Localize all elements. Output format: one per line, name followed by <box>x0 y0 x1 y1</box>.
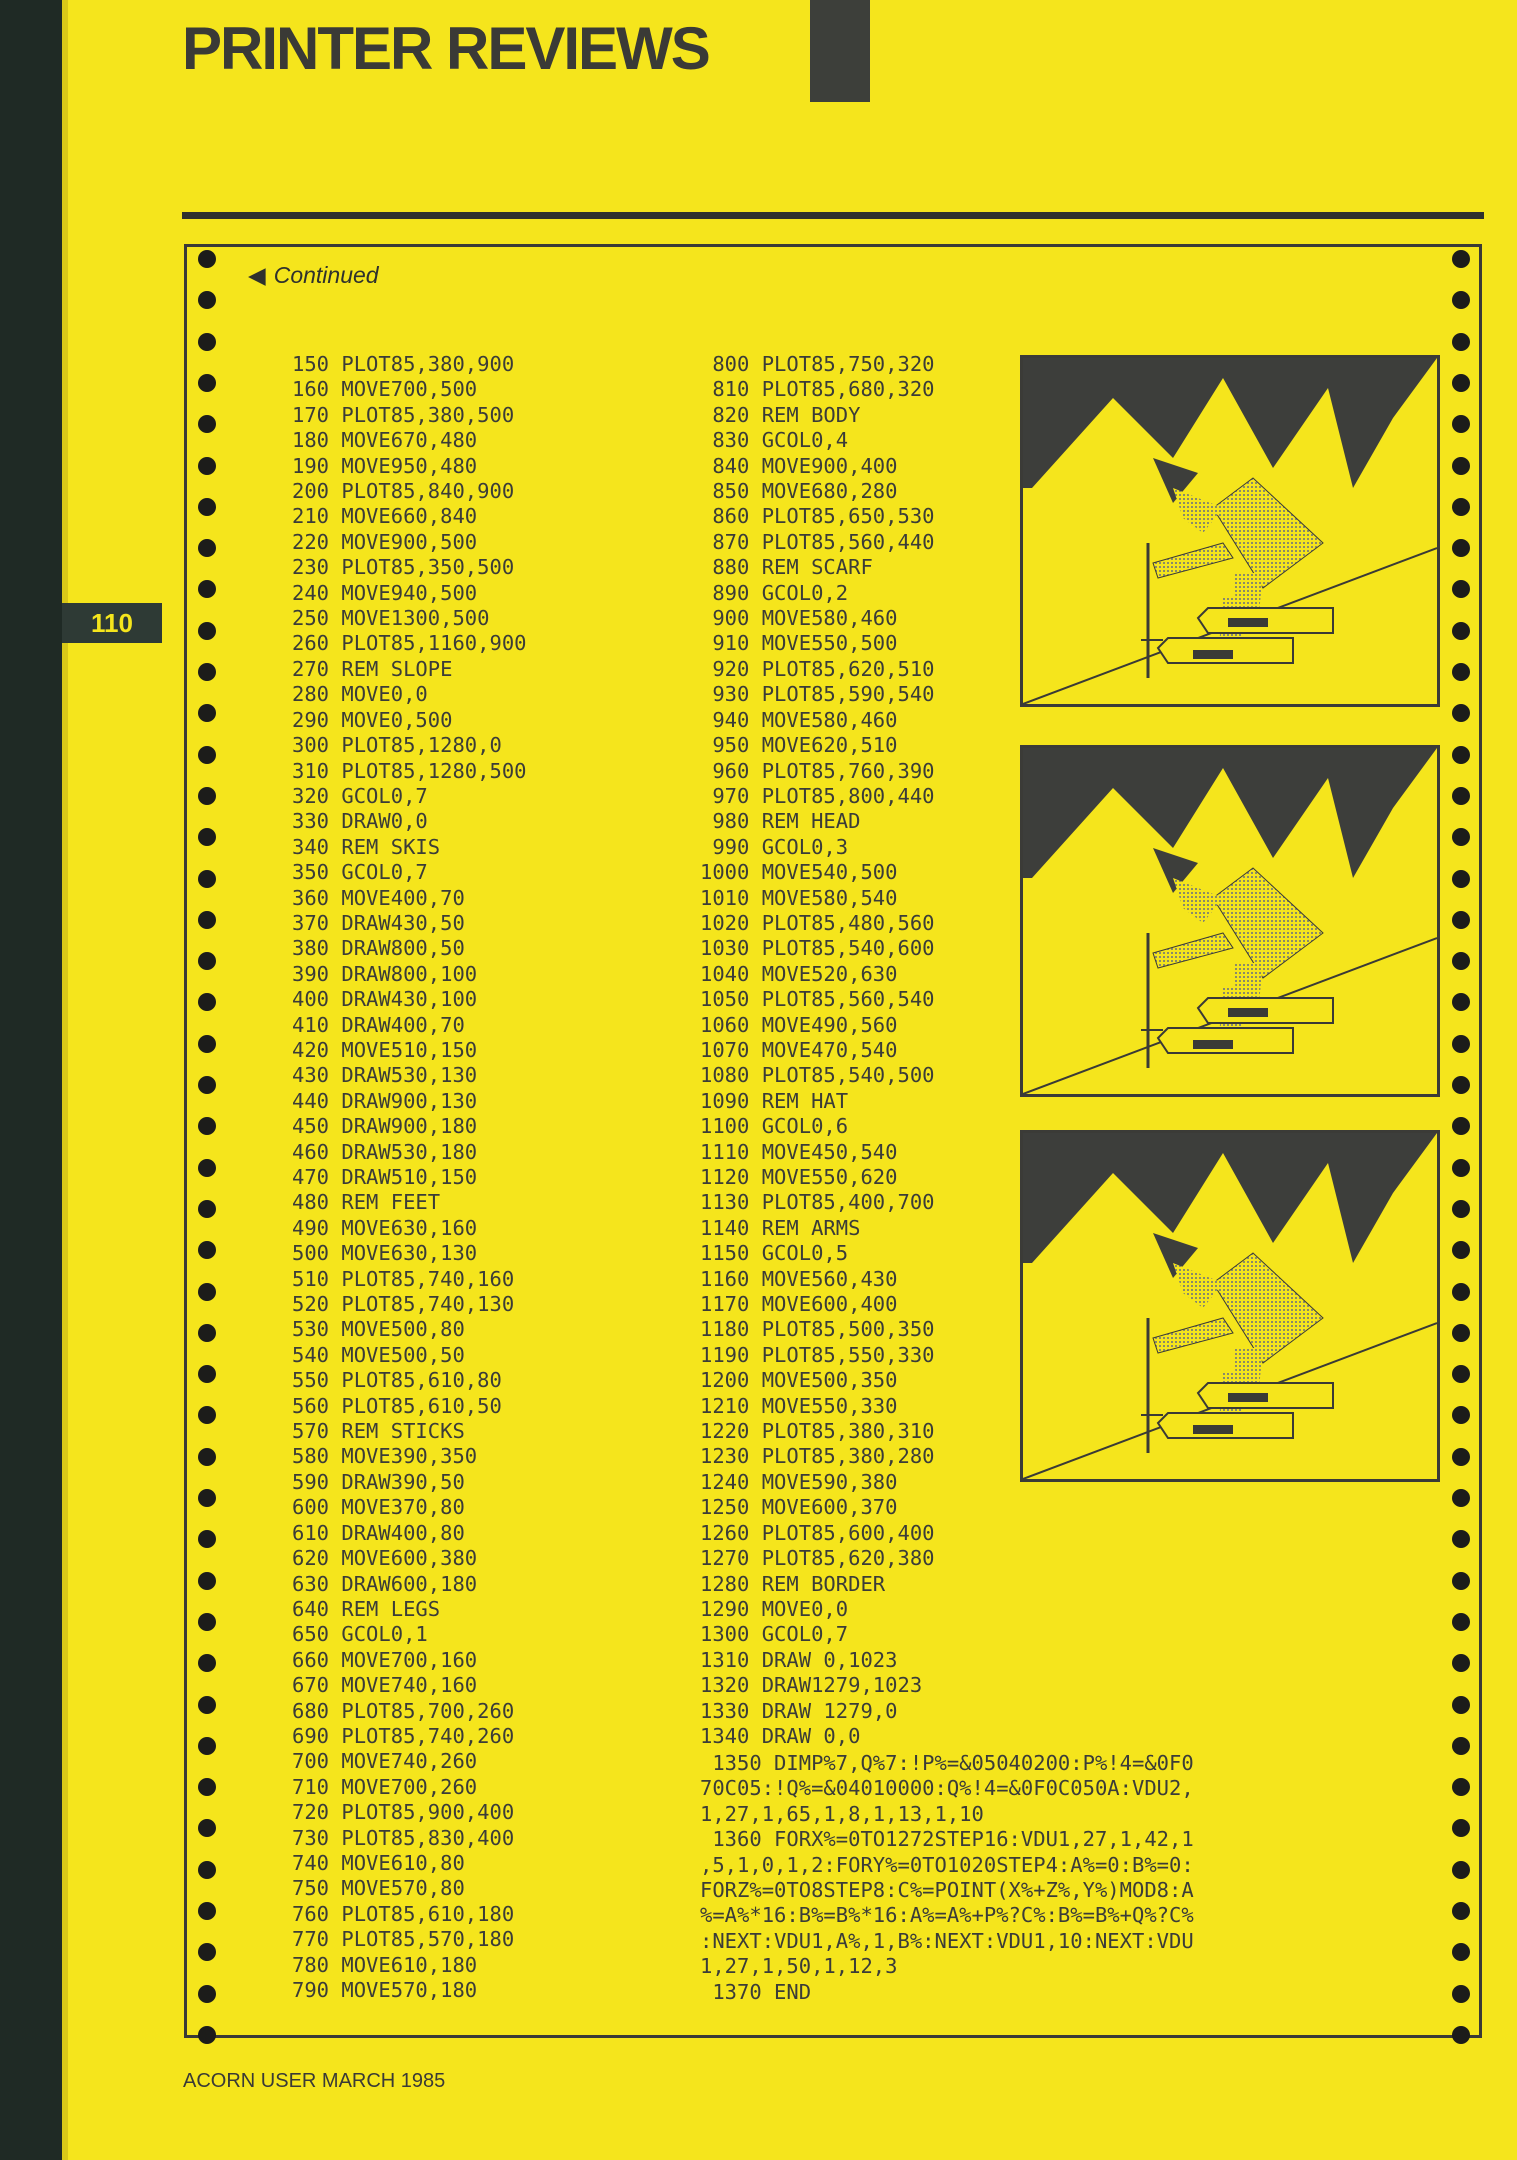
listing-line: 160 MOVE700,500 <box>292 377 478 402</box>
listing-line: 1010 MOVE580,540 <box>700 885 898 910</box>
listing-line: 900 MOVE580,460 <box>700 606 898 631</box>
feed-hole <box>1452 911 1470 929</box>
continued-marker <box>248 262 379 289</box>
listing-line: 410 DRAW400,70 <box>292 1012 465 1037</box>
feed-hole <box>198 1572 216 1590</box>
listing-line: 1140 REM ARMS <box>700 1215 861 1240</box>
listing-line: 520 PLOT85,740,130 <box>292 1292 515 1317</box>
feed-hole <box>198 415 216 433</box>
listing-line: 210 MOVE660,840 <box>292 504 478 529</box>
listing-line: 640 REM LEGS <box>292 1596 441 1621</box>
feed-hole <box>198 1076 216 1094</box>
listing-line: 540 MOVE500,50 <box>292 1342 465 1367</box>
feed-hole <box>198 746 216 764</box>
left-arrow-icon: ◀ <box>248 262 266 288</box>
feed-hole <box>1452 1572 1470 1590</box>
listing-line: 260 PLOT85,1160,900 <box>292 631 527 656</box>
feed-hole <box>1452 1737 1470 1755</box>
listing-line: 1120 MOVE550,620 <box>700 1165 898 1189</box>
listing-line: 740 MOVE610,80 <box>292 1850 465 1875</box>
feed-hole <box>1452 1406 1470 1424</box>
listing-line: 460 DRAW530,180 <box>292 1139 478 1164</box>
listing-line: 340 REM SKIS <box>292 834 441 859</box>
listing-line: 1220 PLOT85,380,310 <box>700 1419 935 1444</box>
listing-line: 510 PLOT85,740,160 <box>292 1266 515 1291</box>
listing-line: 1060 MOVE490,560 <box>700 1012 898 1037</box>
listing-line: 310 PLOT85,1280,500 <box>292 758 527 783</box>
listing-line: 820 REM BODY <box>700 402 861 427</box>
listing-line: 1200 MOVE500,350 <box>700 1368 898 1393</box>
feed-hole <box>1452 828 1470 846</box>
listing-line: 330 DRAW0,0 <box>292 809 428 834</box>
feed-hole <box>198 993 216 1011</box>
feed-hole <box>1452 952 1470 970</box>
skier-foot-2 <box>1193 1425 1233 1434</box>
printout-image-2 <box>1020 745 1440 1097</box>
feed-hole <box>1452 498 1470 516</box>
feed-hole <box>1452 787 1470 805</box>
feed-hole <box>1452 1117 1470 1135</box>
listing-line: 950 MOVE620,510 <box>700 733 898 758</box>
listing-line: 560 PLOT85,610,50 <box>292 1393 502 1418</box>
listing-line: 240 MOVE940,500 <box>292 580 478 605</box>
listing-line: 1240 MOVE590,380 <box>700 1469 898 1494</box>
feed-hole <box>198 663 216 681</box>
listing-line: 790 MOVE570,180 <box>292 1978 478 2002</box>
feed-hole <box>198 457 216 475</box>
listing-line: 780 MOVE610,180 <box>292 1952 478 1977</box>
listing-line: 230 PLOT85,350,500 <box>292 555 515 580</box>
feed-hole <box>198 1985 216 2003</box>
listing-line: 940 MOVE580,460 <box>700 707 898 732</box>
listing-line: 1040 MOVE520,630 <box>700 961 898 986</box>
listing-line: 1270 PLOT85,620,380 <box>700 1546 935 1571</box>
feed-hole <box>1452 1654 1470 1672</box>
listing-line: 1160 MOVE560,430 <box>700 1266 898 1291</box>
listing-line: 500 MOVE630,130 <box>292 1241 478 1266</box>
listing-line: 150 PLOT85,380,900 <box>292 352 515 376</box>
listing-line: 960 PLOT85,760,390 <box>700 758 935 783</box>
listing-line: 1280 REM BORDER <box>700 1571 886 1596</box>
listing-line: 720 PLOT85,900,400 <box>292 1800 515 1825</box>
listing-line: 200 PLOT85,840,900 <box>292 479 515 504</box>
feed-hole <box>198 250 216 268</box>
listing-line: 270 REM SLOPE <box>292 656 453 681</box>
feed-hole <box>198 1530 216 1548</box>
listing-line: 730 PLOT85,830,400 <box>292 1825 515 1850</box>
feed-hole <box>1452 1819 1470 1837</box>
feed-hole <box>198 1613 216 1631</box>
feed-hole <box>198 1117 216 1135</box>
feed-hole <box>1452 580 1470 598</box>
feed-hole <box>1452 1943 1470 1961</box>
listing-line: 840 MOVE900,400 <box>700 453 898 478</box>
skier-foot-2 <box>1193 1040 1233 1049</box>
skier-foot-2 <box>1193 650 1233 659</box>
feed-hole <box>198 1365 216 1383</box>
feed-hole <box>198 1696 216 1714</box>
listing-line: 1190 PLOT85,550,330 <box>700 1342 935 1367</box>
feed-hole <box>1452 1159 1470 1177</box>
feed-hole <box>1452 1200 1470 1218</box>
listing-line: 420 MOVE510,150 <box>292 1037 478 1062</box>
listing-line: 1130 PLOT85,400,700 <box>700 1190 935 1215</box>
listing-line: 920 PLOT85,620,510 <box>700 656 935 681</box>
feed-hole <box>198 828 216 846</box>
listing-line: 450 DRAW900,180 <box>292 1114 478 1139</box>
feed-hole <box>198 1943 216 1961</box>
feed-hole <box>1452 704 1470 722</box>
listing-line: 290 MOVE0,500 <box>292 707 453 732</box>
listing-line: 1050 PLOT85,560,540 <box>700 987 935 1012</box>
feed-hole <box>198 1200 216 1218</box>
feed-hole <box>198 952 216 970</box>
listing-line: 1020 PLOT85,480,560 <box>700 910 935 935</box>
feed-hole <box>1452 1076 1470 1094</box>
listing-line: 980 REM HEAD <box>700 809 861 834</box>
feed-hole <box>198 1778 216 1796</box>
listing-line: 710 MOVE700,260 <box>292 1774 478 1799</box>
listing-line: 1230 PLOT85,380,280 <box>700 1444 935 1469</box>
feed-hole <box>1452 457 1470 475</box>
feed-hole <box>198 787 216 805</box>
header-bar-block <box>810 0 870 102</box>
feed-hole <box>1452 1489 1470 1507</box>
listing-line: 490 MOVE630,160 <box>292 1215 478 1240</box>
feed-hole <box>1452 1324 1470 1342</box>
feed-hole <box>198 704 216 722</box>
listing-line: 1210 MOVE550,330 <box>700 1393 898 1418</box>
feed-hole <box>198 1902 216 1920</box>
listing-line: 570 REM STICKS <box>292 1419 465 1444</box>
listing-line: 750 MOVE570,80 <box>292 1876 465 1901</box>
listing-line: 1250 MOVE600,370 <box>700 1495 898 1520</box>
feed-hole <box>1452 1861 1470 1879</box>
feed-hole <box>1452 993 1470 1011</box>
listing-line: 910 MOVE550,500 <box>700 631 898 656</box>
listing-line: 380 DRAW800,50 <box>292 936 465 961</box>
listing-line: 350 GCOL0,7 <box>292 860 428 885</box>
feed-hole <box>1452 333 1470 351</box>
listing-line: 1080 PLOT85,540,500 <box>700 1063 935 1088</box>
listing-line: 970 PLOT85,800,440 <box>700 783 935 808</box>
feed-hole <box>1452 1985 1470 2003</box>
feed-hole <box>1452 415 1470 433</box>
listing-line: 1170 MOVE600,400 <box>700 1292 898 1317</box>
listing-line: 400 DRAW430,100 <box>292 987 478 1012</box>
header-rule <box>182 212 1484 219</box>
listing-line: 480 REM FEET <box>292 1190 441 1215</box>
feed-hole <box>198 911 216 929</box>
listing-line: 530 MOVE500,80 <box>292 1317 465 1342</box>
skier-foot-1 <box>1228 1008 1268 1017</box>
listing-line: 830 GCOL0,4 <box>700 428 849 453</box>
printout-image-1 <box>1020 355 1440 707</box>
listing-line: 990 GCOL0,3 <box>700 834 849 859</box>
listing-line: 630 DRAW600,180 <box>292 1571 478 1596</box>
feed-hole <box>198 580 216 598</box>
feed-hole <box>198 1159 216 1177</box>
continued-label: Continued <box>273 262 379 288</box>
listing-wrapped-lines: 1350 DIMP%7,Q%7:!P%=&05040200:P%!4=&0F0 70C05:!Q%=&04010000:Q%!4=&0F0C050A:VDU2, 1,27,1,65,1,8,1,13,1,10 1360 FORX%=0TO1272STEP16:VDU1,27,1,42,1 ,5,1,0,1,2:FORY%=0TO1020STEP4:A%=0:B%=0: FORZ%=0TO8STEP8:C%=POINT(X%+Z%,Y%)MOD8:A %=A%*16:B%=B%*16:A%=A%+P%?C%:B%=B%+Q%?C% :NEXT:VDU1,A%,1,B%:NEXT:VDU1,10:NEXT:VDU 1,27,1,50,1,12,3 1370 END <box>700 1751 1194 2004</box>
listing-line: 760 PLOT85,610,180 <box>292 1901 515 1926</box>
feed-hole <box>1452 374 1470 392</box>
listing-line: 660 MOVE700,160 <box>292 1647 478 1672</box>
listing-line: 700 MOVE740,260 <box>292 1749 478 1774</box>
feed-hole <box>1452 1902 1470 1920</box>
listing-line: 1090 REM HAT <box>700 1088 849 1113</box>
listing-line: 390 DRAW800,100 <box>292 961 478 986</box>
listing-line: 250 MOVE1300,500 <box>292 606 490 631</box>
listing-line: 1070 MOVE470,540 <box>700 1037 898 1062</box>
skier-foot-1 <box>1228 1393 1268 1402</box>
feed-hole <box>1452 291 1470 309</box>
listing-line: 860 PLOT85,650,530 <box>700 504 935 529</box>
feed-hole <box>198 1241 216 1259</box>
feed-hole <box>1452 622 1470 640</box>
feed-hole <box>1452 870 1470 888</box>
listing-line: 1110 MOVE450,540 <box>700 1139 898 1164</box>
listing-line: 1000 MOVE540,500 <box>700 860 898 885</box>
listing-line: 1030 PLOT85,540,600 <box>700 936 935 961</box>
listing-line: 1300 GCOL0,7 <box>700 1622 849 1647</box>
feed-hole <box>1452 746 1470 764</box>
feed-hole <box>198 1737 216 1755</box>
listing-line: 680 PLOT85,700,260 <box>292 1698 515 1723</box>
listing-line: 470 DRAW510,150 <box>292 1165 478 1189</box>
feed-hole <box>1452 1778 1470 1796</box>
feed-hole <box>1452 1530 1470 1548</box>
listing-line: 1150 GCOL0,5 <box>700 1241 849 1266</box>
listing-line: 430 DRAW530,130 <box>292 1063 478 1088</box>
listing-line: 1260 PLOT85,600,400 <box>700 1520 935 1545</box>
listing-line: 600 MOVE370,80 <box>292 1495 465 1520</box>
listing-line: 610 DRAW400,80 <box>292 1520 465 1545</box>
listing-line: 1180 PLOT85,500,350 <box>700 1317 935 1342</box>
feed-hole <box>198 498 216 516</box>
listing-line: 1340 DRAW 0,0 <box>700 1723 861 1748</box>
feed-hole <box>1452 250 1470 268</box>
listing-line: 1310 DRAW 0,1023 <box>700 1647 898 1672</box>
feed-hole <box>1452 1613 1470 1631</box>
listing-line: 1330 DRAW 1279,0 <box>700 1698 898 1723</box>
listing-line: 440 DRAW900,130 <box>292 1088 478 1113</box>
listing-line: 800 PLOT85,750,320 <box>700 352 935 376</box>
printout-image-3 <box>1020 1130 1440 1482</box>
feed-hole <box>1452 1696 1470 1714</box>
feed-hole <box>1452 1365 1470 1383</box>
feed-hole <box>198 374 216 392</box>
listing-line: 770 PLOT85,570,180 <box>292 1927 515 1952</box>
feed-hole <box>1452 2026 1470 2044</box>
listing-line: 370 DRAW430,50 <box>292 910 465 935</box>
listing-line: 850 MOVE680,280 <box>700 479 898 504</box>
listing-line: 360 MOVE400,70 <box>292 885 465 910</box>
listing-line: 670 MOVE740,160 <box>292 1673 478 1698</box>
feed-hole <box>198 1035 216 1053</box>
page-edge-shadow <box>62 0 68 2160</box>
listing-line: 300 PLOT85,1280,0 <box>292 733 502 758</box>
feed-hole <box>198 1406 216 1424</box>
feed-hole <box>198 870 216 888</box>
feed-hole <box>1452 539 1470 557</box>
listing-line: 930 PLOT85,590,540 <box>700 682 935 707</box>
listing-line: 220 MOVE900,500 <box>292 529 478 554</box>
listing-line: 620 MOVE600,380 <box>292 1546 478 1571</box>
feed-hole <box>198 333 216 351</box>
listing-line: 890 GCOL0,2 <box>700 580 849 605</box>
listing-line: 690 PLOT85,740,260 <box>292 1723 515 1748</box>
listing-line: 550 PLOT85,610,80 <box>292 1368 502 1393</box>
feed-hole <box>198 1324 216 1342</box>
listing-line: 810 PLOT85,680,320 <box>700 377 935 402</box>
feed-hole <box>198 2026 216 2044</box>
tractor-feed-holes-left <box>198 246 218 2036</box>
page-number-tab: 110 <box>62 603 162 643</box>
feed-hole <box>198 1654 216 1672</box>
feed-hole <box>1452 663 1470 681</box>
feed-hole <box>198 1448 216 1466</box>
listing-line: 880 REM SCARF <box>700 555 873 580</box>
tractor-feed-holes-right <box>1452 246 1472 2036</box>
feed-hole <box>1452 1448 1470 1466</box>
page-title: PRINTER REVIEWS <box>182 15 709 82</box>
feed-hole <box>198 1861 216 1879</box>
listing-line: 180 MOVE670,480 <box>292 428 478 453</box>
listing-line: 170 PLOT85,380,500 <box>292 402 515 427</box>
magazine-spine <box>0 0 62 2160</box>
listing-column-1 <box>292 352 527 2003</box>
listing-line: 580 MOVE390,350 <box>292 1444 478 1469</box>
feed-hole <box>198 539 216 557</box>
feed-hole <box>198 1489 216 1507</box>
feed-hole <box>198 1283 216 1301</box>
listing-column-2 <box>700 352 935 1749</box>
skier-foot-1 <box>1228 618 1268 627</box>
feed-hole <box>198 1819 216 1837</box>
listing-line: 870 PLOT85,560,440 <box>700 529 935 554</box>
feed-hole <box>1452 1035 1470 1053</box>
listing-line: 280 MOVE0,0 <box>292 682 428 707</box>
listing-line: 190 MOVE950,480 <box>292 453 478 478</box>
feed-hole <box>1452 1241 1470 1259</box>
listing-line: 650 GCOL0,1 <box>292 1622 428 1647</box>
page-footer: ACORN USER MARCH 1985 <box>183 2070 446 2092</box>
feed-hole <box>198 291 216 309</box>
feed-hole <box>1452 1283 1470 1301</box>
listing-line: 1320 DRAW1279,1023 <box>700 1673 923 1698</box>
feed-hole <box>198 622 216 640</box>
listing-line: 590 DRAW390,50 <box>292 1469 465 1494</box>
listing-line: 320 GCOL0,7 <box>292 783 428 808</box>
listing-line: 1100 GCOL0,6 <box>700 1114 849 1139</box>
listing-line: 1290 MOVE0,0 <box>700 1596 849 1621</box>
